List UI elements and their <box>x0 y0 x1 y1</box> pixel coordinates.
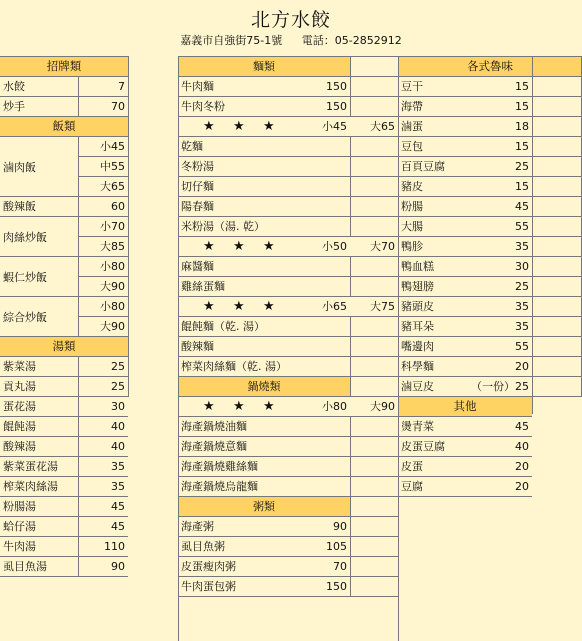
menu-item-row <box>178 157 398 177</box>
item-name: 綜合炒飯 <box>3 310 47 324</box>
empty-cell <box>350 497 398 516</box>
item-name: 海產鍋燒意麵 <box>181 440 247 453</box>
star-icon: ★ <box>233 299 245 314</box>
star-icon: ★ <box>263 239 275 254</box>
menu-item-row <box>398 457 532 477</box>
menu-item-row <box>0 437 128 457</box>
item-name: 海帶 <box>401 100 423 113</box>
menu-item-row <box>178 477 398 497</box>
item-price <box>300 217 350 236</box>
contact-line <box>0 34 582 48</box>
item-name: 酸辣飯 <box>3 200 36 213</box>
rice-group <box>0 137 128 197</box>
menu-item-row <box>178 137 398 157</box>
item-price: 60 <box>78 197 128 216</box>
empty-cell <box>350 477 398 496</box>
menu-item-row <box>178 357 398 377</box>
item-size-price: 小80 <box>78 297 128 317</box>
item-name: 鴨翅膀 <box>401 280 434 293</box>
star-icon: ★ <box>203 299 215 314</box>
menu-item-row <box>0 397 128 417</box>
menu-item-row <box>178 237 398 257</box>
item-name: 豬頭皮 <box>401 300 434 313</box>
item-price: 110 <box>78 537 128 556</box>
menu-item-row <box>178 97 398 117</box>
menu-item-row <box>178 317 398 337</box>
item-price: 35 <box>78 457 128 476</box>
large-price: 大90 <box>370 400 395 413</box>
section-header: 各式魯味 <box>398 57 582 77</box>
star-icon: ★ <box>263 399 275 414</box>
menu-item-row <box>398 217 582 237</box>
menu-item-row <box>0 357 128 377</box>
item-size-price: 中55 <box>78 157 128 177</box>
menu-item-row <box>178 337 398 357</box>
empty-cell <box>350 457 398 476</box>
item-name: 麻醬麵 <box>181 260 214 273</box>
menu-item-row <box>178 437 398 457</box>
section-header: 粥類 <box>178 497 350 516</box>
item-price: 105 <box>326 540 347 553</box>
item-name: 榨菜肉絲湯 <box>3 480 58 493</box>
item-price: 45 <box>78 517 128 536</box>
item-name: 百頁豆腐 <box>401 160 445 173</box>
item-name: 酸辣湯 <box>3 440 36 453</box>
item-name: 豬耳朵 <box>401 320 434 333</box>
small-price: 小50 <box>322 240 347 253</box>
item-price: 15 <box>515 180 529 193</box>
column-1 <box>0 56 128 577</box>
item-size-price: 小70 <box>78 217 128 237</box>
empty-cell <box>350 97 398 116</box>
item-price <box>300 337 350 356</box>
item-name: 海產鍋燒油麵 <box>181 420 247 433</box>
item-price: 150 <box>326 580 347 593</box>
empty-cell <box>350 437 398 456</box>
menu-item-row <box>178 177 398 197</box>
item-price: 70 <box>333 560 347 573</box>
item-name: 餛飩麵（乾. 湯） <box>181 320 265 333</box>
menu-item-row <box>178 197 398 217</box>
empty-cell <box>350 377 398 396</box>
menu-item-row <box>398 237 582 257</box>
item-name: 皮蛋瘦肉粥 <box>181 560 236 573</box>
item-name: 滷豆皮 <box>401 380 434 393</box>
item-name: 鴨胗 <box>401 240 423 253</box>
item-price <box>300 257 350 276</box>
item-name: 粉腸湯 <box>3 500 36 513</box>
item-name: 皮蛋豆腐 <box>401 440 445 453</box>
menu-item-row <box>0 77 128 97</box>
item-price: 45 <box>515 420 529 433</box>
item-price: 90 <box>78 557 128 576</box>
grid-line <box>398 56 399 641</box>
item-name: 紫菜蛋花湯 <box>3 460 58 473</box>
item-price: 40 <box>515 440 529 453</box>
item-name: 粉腸 <box>401 200 423 213</box>
menu-item-row <box>398 137 582 157</box>
item-name: 蛋花湯 <box>3 400 36 413</box>
item-price: 35 <box>515 320 529 333</box>
star-icon: ★ <box>263 119 275 134</box>
menu-item-row <box>398 417 532 437</box>
menu-item-row <box>398 197 582 217</box>
item-price <box>300 197 350 216</box>
menu-header <box>0 0 582 56</box>
empty-cell <box>350 137 398 156</box>
menu-item-row <box>178 277 398 297</box>
menu-item-row <box>398 477 532 497</box>
item-size-price: 大90 <box>78 317 128 336</box>
item-name: 嘴邊肉 <box>401 340 434 353</box>
column-3 <box>398 56 582 497</box>
item-price: 20 <box>515 460 529 473</box>
menu-item-row <box>0 557 128 577</box>
item-name: 炒手 <box>3 100 25 113</box>
item-price <box>300 437 350 456</box>
item-name: 大腸 <box>401 220 423 233</box>
item-price: 70 <box>78 97 128 116</box>
grid-line <box>178 56 179 641</box>
item-price <box>300 317 350 336</box>
empty-cell <box>350 197 398 216</box>
item-name: 切仔麵 <box>181 180 214 193</box>
menu-item-row <box>178 297 398 317</box>
menu-item-row <box>178 77 398 97</box>
item-size-price: 大85 <box>78 237 128 256</box>
small-price: 小45 <box>322 120 347 133</box>
star-icon: ★ <box>203 119 215 134</box>
item-name: 燙青菜 <box>401 420 434 433</box>
item-name: 牛肉湯 <box>3 540 36 553</box>
item-price: 150 <box>326 80 347 93</box>
empty-cell <box>350 277 398 296</box>
item-price: 18 <box>515 120 529 133</box>
item-name: 豆干 <box>401 80 423 93</box>
menu-item-row <box>178 457 398 477</box>
grid-line <box>128 56 129 397</box>
menu-item-row <box>398 157 582 177</box>
menu-item-row <box>178 417 398 437</box>
item-name: 鴨血糕 <box>401 260 434 273</box>
menu-item-row <box>398 277 582 297</box>
empty-cell <box>350 57 398 76</box>
small-price: 小80 <box>322 400 347 413</box>
menu-item-row <box>0 377 128 397</box>
item-name: 陽春麵 <box>181 200 214 213</box>
menu-item-row <box>398 357 582 377</box>
item-name: 滷蛋 <box>401 120 423 133</box>
item-name: 科學麵 <box>401 360 434 373</box>
menu-item-row <box>398 117 582 137</box>
menu-item-row <box>178 117 398 137</box>
item-name: 豬皮 <box>401 180 423 193</box>
item-name: 牛肉蛋包粥 <box>181 580 236 593</box>
menu-item-row <box>178 217 398 237</box>
section-header: 招牌類 <box>0 57 128 77</box>
section-row <box>178 377 398 397</box>
menu-item-row <box>178 397 398 417</box>
menu-item-row <box>0 97 128 117</box>
item-price: 90 <box>333 520 347 533</box>
menu-item-row <box>398 317 582 337</box>
item-name: 貢丸湯 <box>3 380 36 393</box>
menu-item-row <box>178 557 398 577</box>
item-price: 25 <box>515 280 529 293</box>
star-icon: ★ <box>203 399 215 414</box>
item-price <box>300 457 350 476</box>
item-name: 蝦仁炒飯 <box>3 270 47 284</box>
star-icon: ★ <box>233 119 245 134</box>
item-name: 牛肉麵 <box>181 80 214 93</box>
star-icon: ★ <box>203 239 215 254</box>
item-price: （一份）25 <box>471 380 529 393</box>
large-price: 大70 <box>370 240 395 253</box>
menu-item-row <box>398 77 582 97</box>
item-price: 15 <box>515 140 529 153</box>
item-name: 虱目魚粥 <box>181 540 225 553</box>
empty-cell <box>350 417 398 436</box>
item-price: 15 <box>515 100 529 113</box>
item-price: 7 <box>78 77 128 96</box>
column-2 <box>178 56 398 597</box>
item-price <box>300 177 350 196</box>
menu-item-row <box>0 517 128 537</box>
empty-cell <box>350 517 398 536</box>
menu-item-row <box>398 297 582 317</box>
star-icon: ★ <box>233 239 245 254</box>
item-name: 米粉湯（湯. 乾） <box>181 220 265 233</box>
grid-line <box>532 56 533 414</box>
empty-cell <box>350 537 398 556</box>
item-name: 牛肉冬粉 <box>181 100 225 113</box>
item-name: 蛤仔湯 <box>3 520 36 533</box>
menu-item-row <box>398 257 582 277</box>
star-icon: ★ <box>263 299 275 314</box>
item-price: 35 <box>515 300 529 313</box>
item-name: 紫菜湯 <box>3 360 36 373</box>
menu-item-row <box>398 337 582 357</box>
item-price: 40 <box>78 437 128 456</box>
rice-group <box>0 297 128 337</box>
menu-item-row <box>0 537 128 557</box>
item-price: 55 <box>515 220 529 233</box>
item-price: 15 <box>515 80 529 93</box>
item-price <box>300 417 350 436</box>
item-name: 豆包 <box>401 140 423 153</box>
item-size-price: 大65 <box>78 177 128 196</box>
menu-item-row <box>178 257 398 277</box>
menu-item-row <box>0 477 128 497</box>
section-header: 飯類 <box>0 117 128 137</box>
menu-item-row <box>398 97 582 117</box>
section-row <box>178 497 398 517</box>
item-price: 45 <box>515 200 529 213</box>
large-price: 大75 <box>370 300 395 313</box>
item-price: 25 <box>78 357 128 376</box>
item-price: 25 <box>78 377 128 396</box>
section-header: 鍋燒類 <box>178 377 350 396</box>
star-icon: ★ <box>233 399 245 414</box>
item-price: 30 <box>515 260 529 273</box>
menu-item-row <box>178 537 398 557</box>
rice-group <box>0 257 128 297</box>
menu-item-row <box>178 517 398 537</box>
menu-item-row <box>398 437 532 457</box>
empty-cell <box>350 157 398 176</box>
item-name: 海產粥 <box>181 520 214 533</box>
item-name: 海產鍋燒雞絲麵 <box>181 460 258 473</box>
item-price <box>300 157 350 176</box>
item-name: 虱目魚湯 <box>3 560 47 573</box>
item-name: 皮蛋 <box>401 460 423 473</box>
item-name: 酸辣麵 <box>181 340 214 353</box>
item-name: 肉絲炒飯 <box>3 230 47 244</box>
item-name: 冬粉湯 <box>181 160 214 173</box>
item-name: 豆腐 <box>401 480 423 493</box>
large-price: 大65 <box>370 120 395 133</box>
item-name: 乾麵 <box>181 140 203 153</box>
empty-cell <box>350 317 398 336</box>
small-price: 小65 <box>322 300 347 313</box>
item-price: 20 <box>515 360 529 373</box>
item-size-price: 大90 <box>78 277 128 296</box>
item-price: 35 <box>78 477 128 496</box>
empty-cell <box>350 577 398 596</box>
item-name: 雞絲蛋麵 <box>181 280 225 293</box>
item-price: 30 <box>78 397 128 416</box>
section-header: 湯類 <box>0 337 128 357</box>
section-header: 麵類 <box>178 57 350 76</box>
menu-item-row <box>178 577 398 597</box>
phone: 電話：05-2852912 <box>301 34 402 47</box>
item-price <box>300 477 350 496</box>
empty-cell <box>350 177 398 196</box>
rice-group <box>0 217 128 257</box>
item-price: 150 <box>326 100 347 113</box>
item-price: 25 <box>515 160 529 173</box>
menu-item-row <box>398 377 582 397</box>
item-size-price: 小45 <box>78 137 128 157</box>
section-row <box>178 57 398 77</box>
item-price <box>300 137 350 156</box>
item-name: 餛飩湯 <box>3 420 36 433</box>
empty-cell <box>350 77 398 96</box>
item-price <box>300 357 350 376</box>
empty-cell <box>350 557 398 576</box>
empty-cell <box>350 357 398 376</box>
address: 嘉義市自強街75-1號 <box>180 34 283 47</box>
item-price: 45 <box>78 497 128 516</box>
empty-cell <box>350 337 398 356</box>
section-header: 其他 <box>398 397 532 417</box>
menu-item-row <box>0 417 128 437</box>
menu-item-row <box>0 497 128 517</box>
item-size-price: 小80 <box>78 257 128 277</box>
item-price <box>300 277 350 296</box>
item-price: 35 <box>515 240 529 253</box>
item-price: 40 <box>78 417 128 436</box>
item-name: 滷肉飯 <box>3 160 36 174</box>
menu-item-row <box>0 457 128 477</box>
item-price: 20 <box>515 480 529 493</box>
item-name: 海產鍋燒烏龍麵 <box>181 480 258 493</box>
menu-item-row <box>0 197 128 217</box>
item-price: 55 <box>515 340 529 353</box>
item-name: 榨菜肉絲麵（乾. 湯） <box>181 360 287 373</box>
menu-item-row <box>398 177 582 197</box>
empty-cell <box>350 257 398 276</box>
empty-cell <box>350 217 398 236</box>
item-name: 水餃 <box>3 80 25 93</box>
restaurant-name: 北方水餃 <box>250 9 331 31</box>
